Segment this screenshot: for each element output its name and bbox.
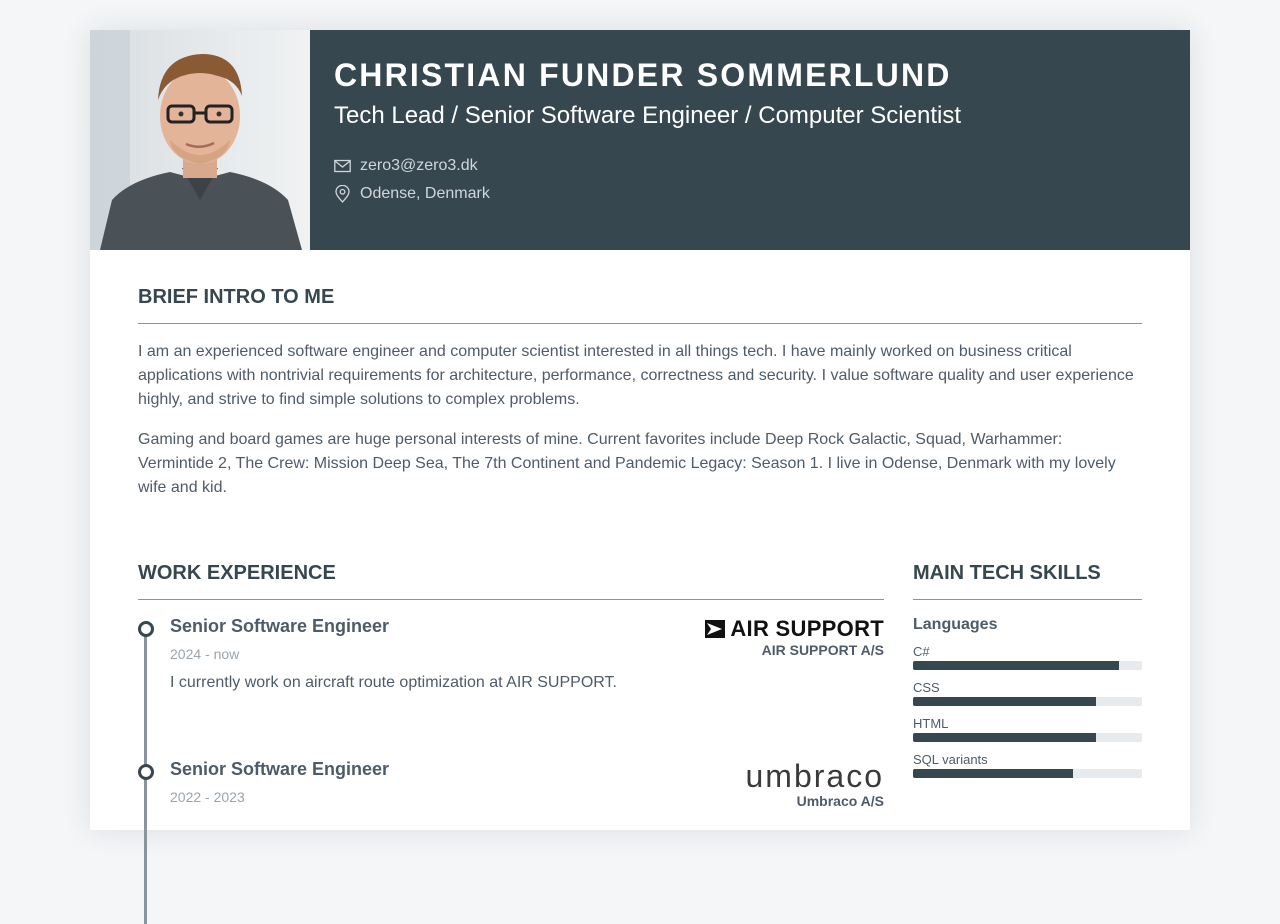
skill-list bbox=[913, 644, 1142, 778]
contact-email[interactable] bbox=[334, 152, 1170, 180]
intro-paragraph-2: Gaming and board games are huge personal interests of mine. Current favorites include Deep Rock Galactic, Squad, Warhammer: Vermintide 2, The Crew: Mission Deep Sea, The 7th Continent and Pandemic Legacy: Season 1. I live in Odense, Denmark with my lovely wife and kid. bbox=[138, 431, 1116, 496]
work-section bbox=[138, 562, 884, 900]
contact-location bbox=[334, 180, 1170, 208]
skill-name: SQL variants bbox=[913, 752, 988, 767]
job-dates: 2024 - now bbox=[170, 646, 240, 662]
skill-name: CSS bbox=[913, 680, 940, 695]
skill-bar-fill bbox=[913, 661, 1119, 670]
skill-bar bbox=[913, 661, 1142, 670]
intro-paragraph-1: I am an experienced software engineer and computer scientist interested in all things tech. I have mainly worked on business critical applications with nontrivial requirements for architecture, performance, correctness and security. I value software quality and user experience highly, and strive to find simple solutions to complex problems. bbox=[138, 343, 1134, 408]
company-name: AIR SUPPORT A/S bbox=[761, 642, 884, 658]
skill-bar-fill bbox=[913, 733, 1096, 742]
timeline-dot bbox=[138, 621, 154, 637]
timeline-dot bbox=[138, 764, 154, 780]
map-pin-icon bbox=[334, 185, 351, 203]
job-title: Senior Software Engineer bbox=[170, 759, 390, 779]
air-support-logo bbox=[705, 618, 884, 640]
profile-photo bbox=[90, 30, 310, 250]
skill-bar bbox=[913, 733, 1142, 742]
work-heading: WORK EXPERIENCE bbox=[138, 562, 884, 600]
skill-name: C# bbox=[913, 644, 930, 659]
skill-item bbox=[913, 752, 1142, 778]
skill-item bbox=[913, 644, 1142, 670]
contact-list bbox=[334, 152, 1170, 208]
location-text: Odense, Denmark bbox=[360, 184, 490, 202]
air-support-logo-icon bbox=[705, 620, 725, 638]
job-title: Tech Lead / Senior Software Engineer / Computer Scientist bbox=[334, 102, 961, 130]
job-item bbox=[138, 614, 884, 757]
header-info bbox=[334, 56, 1170, 208]
skill-item bbox=[913, 716, 1142, 742]
work-timeline bbox=[138, 614, 884, 900]
job-dates: 2022 - 2023 bbox=[170, 789, 245, 805]
job-description: I currently work on aircraft route optimization at AIR SUPPORT. bbox=[170, 674, 617, 691]
intro-section bbox=[138, 286, 1142, 500]
email-text[interactable]: zero3@zero3.dk bbox=[360, 156, 478, 174]
profile-photo-illustration bbox=[90, 30, 310, 250]
skills-section bbox=[913, 562, 1142, 778]
skill-bar-fill bbox=[913, 769, 1073, 778]
job-title: Senior Software Engineer bbox=[170, 616, 390, 636]
job-item bbox=[138, 757, 884, 900]
company-logo-block bbox=[705, 618, 884, 658]
company-name: Umbraco A/S bbox=[796, 793, 884, 809]
envelope-icon bbox=[334, 159, 351, 173]
air-support-logo-text: AIR SUPPORT bbox=[730, 616, 884, 641]
skill-bar bbox=[913, 769, 1142, 778]
skill-name: HTML bbox=[913, 716, 949, 731]
cv-content bbox=[138, 286, 1142, 809]
cv-header bbox=[90, 30, 1190, 250]
full-name: CHRISTIAN FUNDER SOMMERLUND bbox=[334, 57, 952, 93]
company-logo-block bbox=[745, 758, 885, 809]
umbraco-logo bbox=[745, 758, 885, 794]
skill-bar bbox=[913, 697, 1142, 706]
skill-item bbox=[913, 680, 1142, 706]
intro-heading: BRIEF INTRO TO ME bbox=[138, 286, 1142, 324]
cv-page bbox=[90, 30, 1190, 830]
skill-category: Languages bbox=[913, 616, 998, 633]
umbraco-logo-text: umbraco bbox=[745, 758, 884, 794]
skills-heading: MAIN TECH SKILLS bbox=[913, 562, 1142, 600]
skill-bar-fill bbox=[913, 697, 1096, 706]
